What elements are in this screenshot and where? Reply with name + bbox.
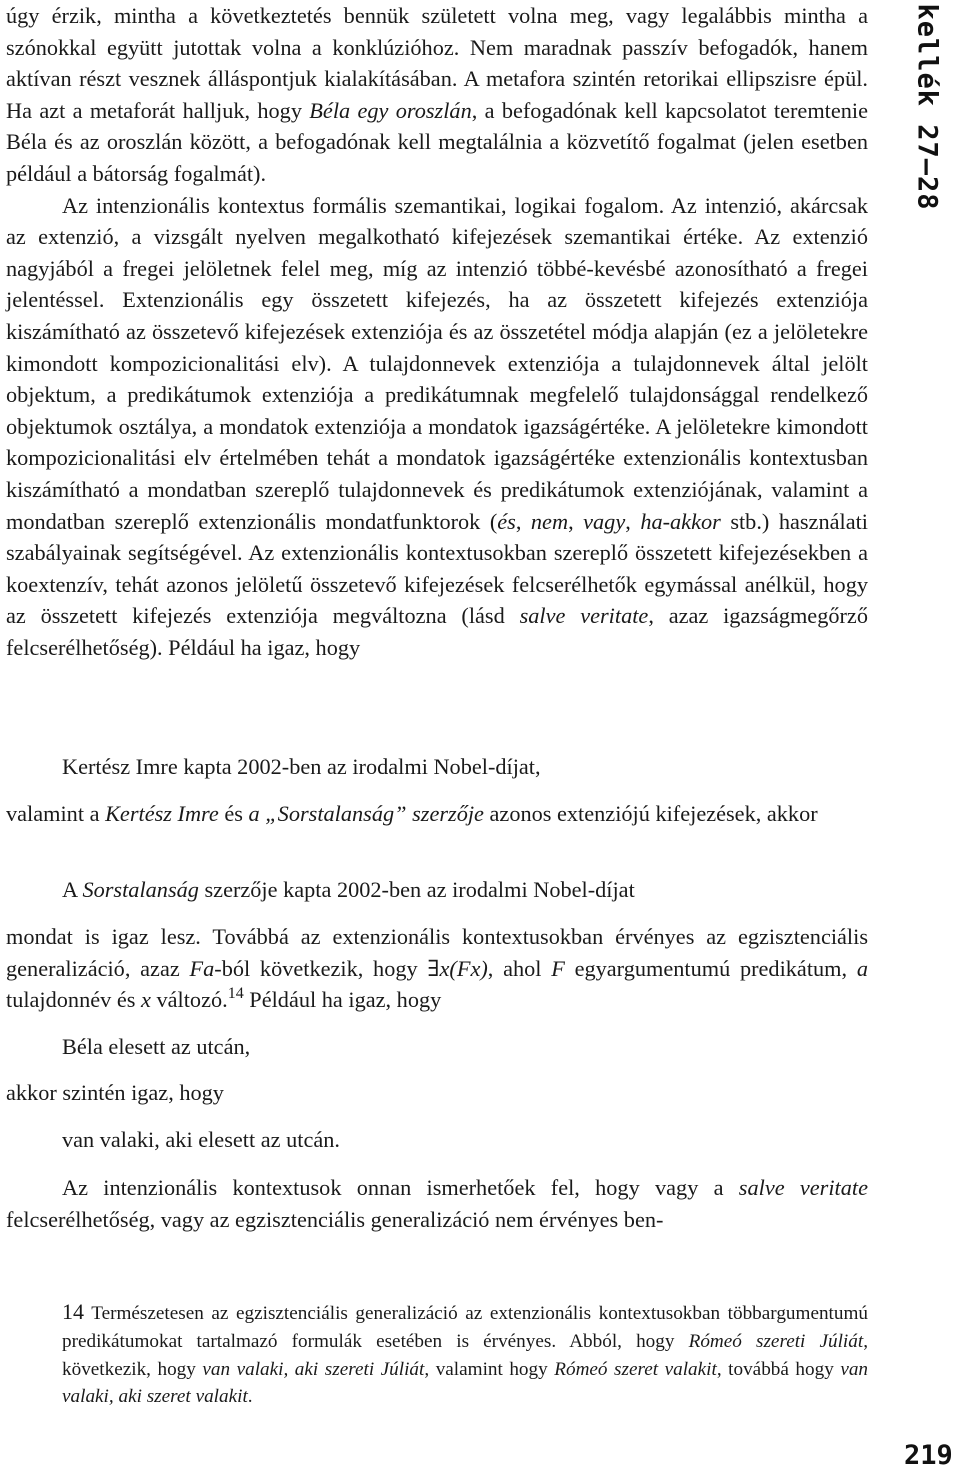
italic-term: a: [856, 955, 868, 981]
italic-phrase: Béla egy oroszlán: [309, 97, 472, 123]
italic-example: Rómeó szeret valakit: [554, 1358, 717, 1380]
footnote-14: 14 Természetesen az egzisztenciális generalizáció az extenzionális kontextusokban többargumentumú predikátumokat tartalmazó formulák esetében is érvényes. Abból, hogy Rómeó szereti Júliát, következik, hogy van valaki, aki szereti Júliát, valamint hogy Rómeó szeret valakit, továbbá hogy van valaki, aki szeret valakit.: [62, 1299, 869, 1408]
example-sentence-4: van valaki, aki elesett az utcán.: [62, 1127, 340, 1152]
formula: ∃x(Fx): [427, 955, 488, 981]
italic-term: Fa: [189, 955, 215, 981]
paragraph-then-true: akkor szintén igaz, hogy: [6, 1080, 224, 1105]
italic-term: ha-akkor: [640, 508, 721, 534]
italic-title: Sorstalanság: [82, 877, 199, 902]
paragraph-existential-generalization: mondat is igaz lesz. Továbbá az extenzionális kontextusokban érvényes az egzisztenciális generalizáció, azaz Fa-ból következik, hogy ∃x(Fx), ahol F egyargumentumú predikátum, a tulajdonnév és x változó.$^{14}$ Például ha igaz, hogy: [6, 924, 868, 1013]
italic-term: salve veritate: [519, 603, 649, 629]
italic-example: van valaki, aki szereti Júliát: [202, 1358, 425, 1380]
italic-term: salve veritate: [738, 1175, 868, 1200]
italic-term: x: [141, 987, 151, 1013]
example-sentence-1: Kertész Imre kapta 2002-ben az irodalmi Nobel-díjat,: [62, 754, 541, 779]
italic-term: F: [551, 955, 565, 981]
italic-term: Kertész Imre: [105, 801, 219, 826]
example-sentence-3: Béla elesett az utcán,: [62, 1034, 251, 1059]
footnote-number: 14: [62, 1299, 84, 1324]
italic-term: nem: [530, 508, 569, 534]
journal-title: kellék 27–28: [911, 3, 943, 211]
italic-term: és: [497, 508, 516, 534]
running-head: [900, 2, 954, 212]
footnote-reference[interactable]: 14: [227, 985, 244, 1003]
paragraph-intensional-recognition: Az intenzionális kontextusok onnan ismerhetőek fel, hogy vagy a salve veritate felcserélhetőség, vagy az egzisztenciális generalizáció nem érvényes ben-: [6, 1175, 868, 1232]
paragraph-metaphor: úgy érzik, mintha a következtetés bennük született volna meg, vagy legalábbis mintha a szónokkal együtt jutottak volna a konklúzióhoz. Nem maradnak passzív befogadók, hanem aktívan részt vesznek álláspontjuk kialakításában. A metafora szintén retorikai ellipszisre épül. Ha azt a metaforát halljuk, hogy Béla egy oroszlán, a befogadónak kell kapcsolatot teremtenie Béla és az oroszlán között, a befogadónak kell megtalálnia a közvetítő fogalmat (jelen esetben például a bátorság fogalmát).: [6, 3, 869, 186]
italic-example: van valaki, aki szeret valakit: [62, 1358, 869, 1408]
paragraph-intensional-context: Az intenzionális kontextus formális szemantikai, logikai fogalom. Az intenzió, akárcsak az extenzió, a vizsgált nyelven megalkotható kifejezések szemantikai értéke. Az extenzió nagyjából a fregei jelöletnek felel meg, míg az intenzió többé-kevésbé azonosítható a fregei jelentéssel. Extenzionális egy összetett kifejezés, ha az összetett kifejezés extenziója kiszámítható az összetevő kifejezések extenziója és az összetétel módja alapján (ez a jelöletekre kimondott kompozicionalitási elv). A tulajdonnevek extenziója a tulajdonnevek által jelölt objektum, a predikátumok extenziója a predikátumnak megfelelő tulajdonsággal rendelkező objektumok osztálya, a mondatok extenziója a mondatok igazságértéke. A jelöletekre kimondott kompozicionalitási elv értelmében tehát a mondatok igazságértéke extenzionális kontextusban kiszámítható a mondatban szereplő tulajdonnevek és predikátumok extenziójának, valamint a mondatban szereplő extenzionális mondatfunktorok (és, nem, vagy, ha-akkor stb.) használati szabályainak segítségével. Az extenzionális kontextusokban szereplő összetett kifejezésekben a koextenzív, tehát azonos jelöletű összetevő kifejezések felcserélhetők egymással anélkül, hogy az összetett kifejezés extenziója megváltozna (lásd salve veritate, azaz igazságmegőrző felcserélhetőség). Például ha igaz, hogy: [6, 192, 868, 660]
paragraph-coextensive: valamint a Kertész Imre és a „Sorstalanság” szerzője azonos extenziójú kifejezések, akkor: [6, 801, 818, 826]
italic-term: a „Sorstalanság” szerzője: [248, 801, 484, 826]
example-sentence-2: A Sorstalanság szerzője kapta 2002-ben az irodalmi Nobel-díjat: [62, 877, 635, 902]
italic-example: Rómeó szereti Júliát: [688, 1330, 864, 1352]
italic-term: vagy: [583, 508, 626, 534]
main-text: [6, 0, 868, 663]
page-number: 219: [904, 1440, 953, 1471]
